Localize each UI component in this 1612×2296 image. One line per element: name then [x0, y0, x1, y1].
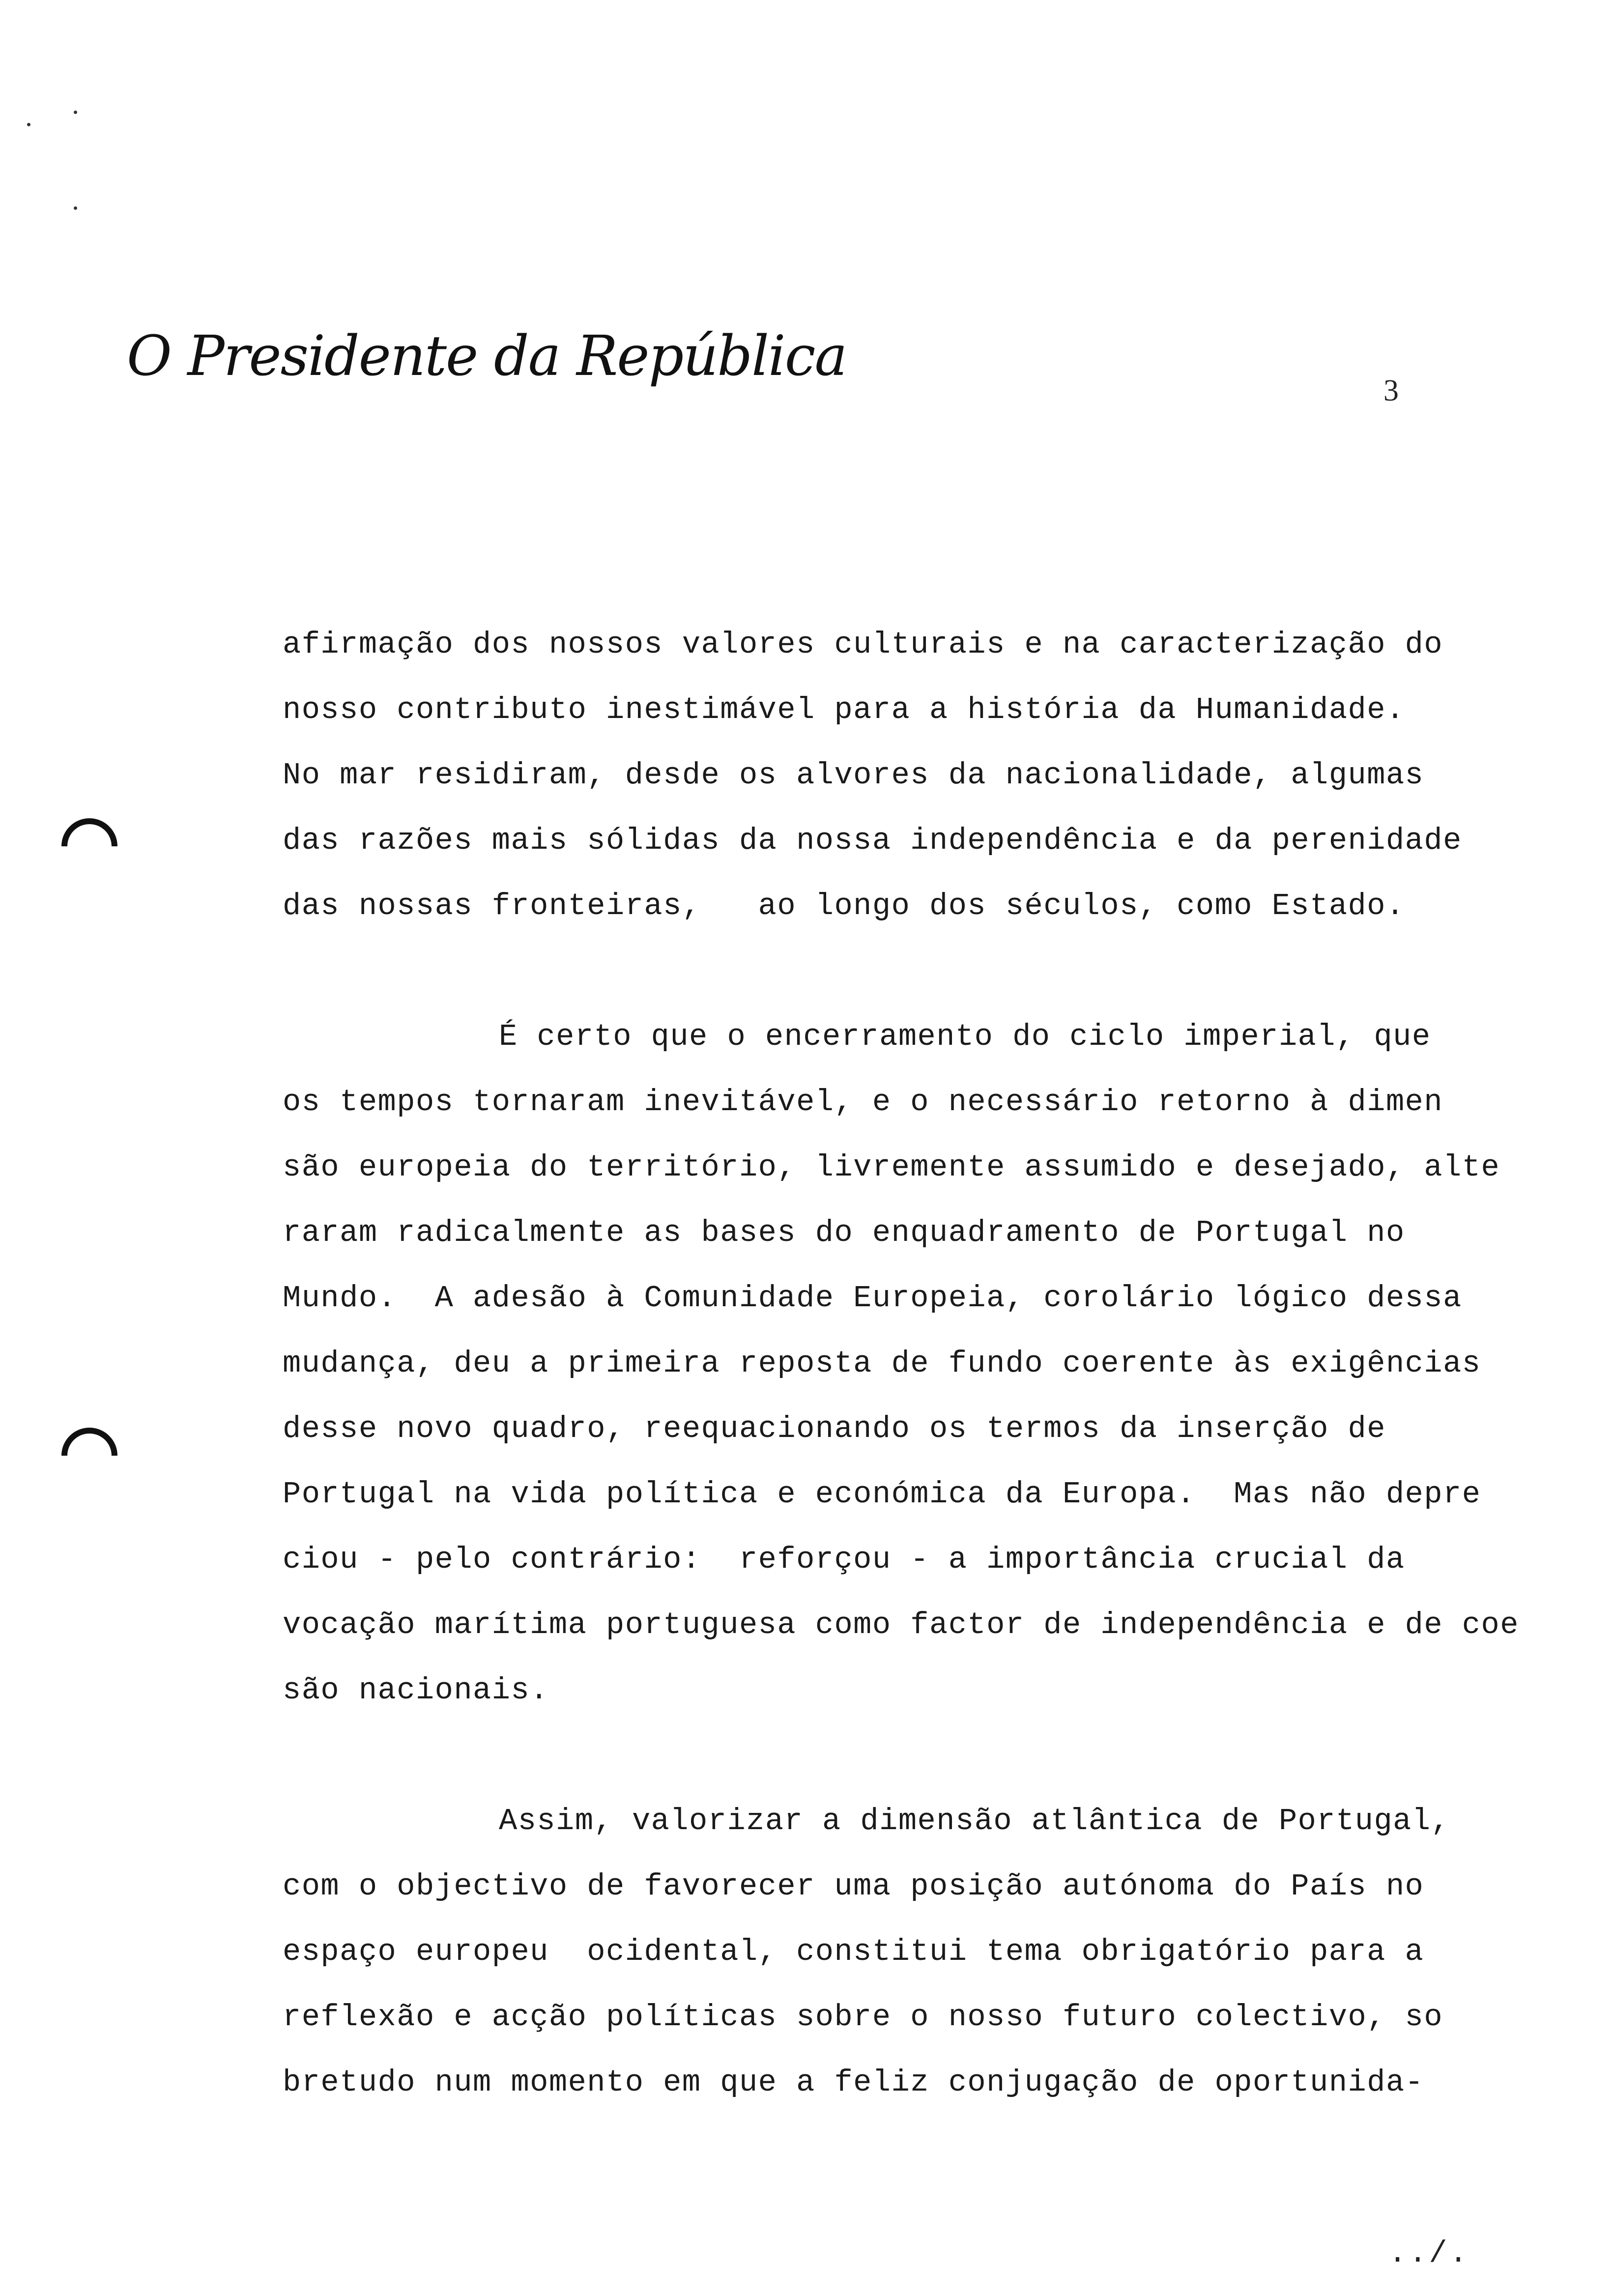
text-line: nosso contributo inestimável para a história da Humanidade. [283, 692, 1405, 727]
text-line: vocação marítima portuguesa como factor de independência e de coe [283, 1607, 1519, 1642]
text-line: reflexão e acção políticas sobre o nosso futuro colectivo, so [283, 2000, 1443, 2035]
speck [74, 206, 77, 210]
text-line: Assim, valorizar a dimensão atlântica de Portugal, [499, 1804, 1450, 1838]
punch-hole-mark [50, 1416, 129, 1495]
text-line: os tempos tornaram inevitável, e o necessário retorno à dimen [283, 1085, 1443, 1119]
text-line: Mundo. A adesão à Comunidade Europeia, corolário lógico dessa [283, 1281, 1462, 1316]
paragraph-1 [283, 612, 1551, 939]
text-line: são nacionais. [283, 1673, 549, 1708]
page-number: 3 [1383, 374, 1399, 407]
text-line: bretudo num momento em que a feliz conjugação de oportunida- [283, 2065, 1424, 2100]
text-line: É certo que o encerramento do ciclo imperial, que [499, 1019, 1431, 1054]
text-line: Portugal na vida política e económica da Europa. Mas não depre [283, 1477, 1481, 1512]
speck [74, 111, 77, 114]
text-line: são europeia do território, livremente assumido e desejado, alte [283, 1150, 1500, 1185]
text-line: desse novo quadro, reequacionando os termos da inserção de [283, 1411, 1386, 1446]
paragraph-3 [283, 1788, 1551, 2115]
continuation-mark: ../. [1388, 2236, 1469, 2271]
text-line: afirmação dos nossos valores culturais e na caracterização do [283, 627, 1443, 662]
text-line: No mar residiram, desde os alvores da nacionalidade, algumas [283, 758, 1424, 793]
text-line: raram radicalmente as bases do enquadramento de Portugal no [283, 1215, 1405, 1250]
text-line: das razões mais sólidas da nossa independência e da perenidade [283, 823, 1462, 858]
body-text [283, 612, 1551, 2115]
letterhead: O Presidente da República [127, 324, 847, 388]
text-line: das nossas fronteiras, ao longo dos séculos, como Estado. [283, 889, 1405, 923]
paragraph-2 [283, 1004, 1551, 1723]
speck [27, 123, 30, 126]
text-line: ciou - pelo contrário: reforçou - a importância crucial da [283, 1542, 1405, 1577]
text-line: com o objectivo de favorecer uma posição autónoma do País no [283, 1869, 1424, 1904]
text-line: espaço europeu ocidental, constitui tema obrigatório para a [283, 1934, 1424, 1969]
punch-hole-mark [50, 806, 129, 886]
text-line: mudança, deu a primeira reposta de fundo coerente às exigências [283, 1346, 1481, 1381]
